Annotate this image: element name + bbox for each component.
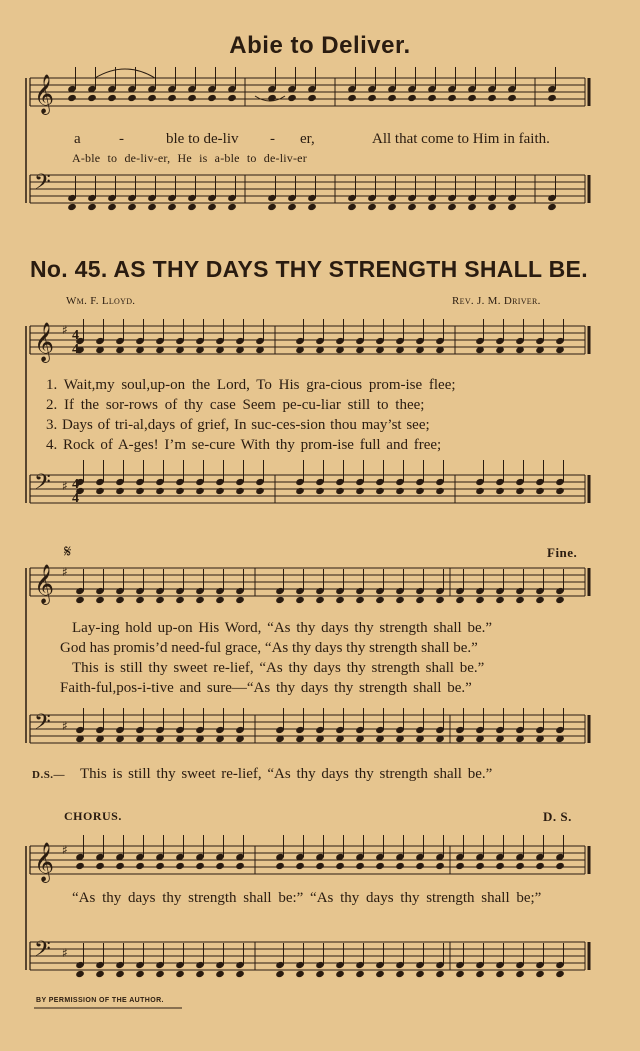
fine-mark: Fine. <box>547 545 578 560</box>
notehead <box>175 487 185 495</box>
notehead <box>427 94 437 102</box>
bass-clef-icon: 𝄢 <box>34 170 51 200</box>
hymn1-lyric-1d: - <box>270 131 275 147</box>
notehead <box>395 970 405 978</box>
hymn2-title: No. 45. AS THY DAYS THY STRENGTH SHALL BE. <box>30 256 588 282</box>
notehead <box>155 862 165 870</box>
time-signature-bottom: 4 <box>72 491 79 506</box>
ds-label: D.S.— <box>32 769 66 781</box>
notehead <box>447 94 457 102</box>
notehead <box>467 203 477 211</box>
sharp-icon: ♯ <box>62 946 68 960</box>
notehead <box>107 203 117 211</box>
notehead <box>467 94 477 102</box>
ds-lyric-line: This is still thy sweet re-lief, “As thy days thy strength shall be.” <box>80 766 493 782</box>
notehead <box>475 596 485 604</box>
notehead <box>115 862 125 870</box>
notehead <box>415 487 425 495</box>
notehead <box>227 203 237 211</box>
notehead <box>415 970 425 978</box>
notehead <box>187 94 197 102</box>
notehead <box>535 862 545 870</box>
notehead <box>115 487 125 495</box>
notehead <box>455 862 465 870</box>
treble-clef-icon: 𝄞 <box>34 564 55 604</box>
notehead <box>355 487 365 495</box>
notehead <box>287 203 297 211</box>
notehead <box>435 970 445 978</box>
notehead <box>447 203 457 211</box>
notehead <box>195 596 205 604</box>
notehead <box>215 487 225 495</box>
notehead <box>475 862 485 870</box>
notehead <box>155 596 165 604</box>
notehead <box>175 862 185 870</box>
notehead <box>195 970 205 978</box>
notehead <box>455 596 465 604</box>
notehead <box>407 203 417 211</box>
notehead <box>295 487 305 495</box>
notehead <box>215 970 225 978</box>
notehead <box>475 970 485 978</box>
notehead <box>387 94 397 102</box>
notehead <box>395 596 405 604</box>
notehead <box>435 862 445 870</box>
hymn1-title: Abie to Deliver. <box>229 32 411 59</box>
notehead <box>315 970 325 978</box>
notehead <box>355 596 365 604</box>
notehead <box>155 487 165 495</box>
time-signature-bottom: 4 <box>72 342 79 357</box>
notehead <box>395 862 405 870</box>
treble-clef-icon: 𝄞 <box>34 842 55 882</box>
notehead <box>267 203 277 211</box>
verse2-part2: God has promis’d need-ful grace, “As thy days thy strength shall be.” <box>60 640 478 656</box>
verse1-part2: Lay-ing hold up-on His Word, “As thy days thy strength shall be.” <box>72 620 493 636</box>
notehead <box>235 862 245 870</box>
notehead <box>135 970 145 978</box>
notehead <box>415 596 425 604</box>
notehead <box>215 596 225 604</box>
notehead <box>287 94 297 102</box>
hymn1-lyric-1c: ble to de-liv <box>166 131 239 147</box>
notehead <box>115 596 125 604</box>
notehead <box>75 862 85 870</box>
notehead <box>535 970 545 978</box>
notehead <box>135 862 145 870</box>
notehead <box>375 596 385 604</box>
sharp-icon: ♯ <box>62 719 68 733</box>
notehead <box>415 862 425 870</box>
time-signature-top: 4 <box>72 328 79 343</box>
notehead <box>107 94 117 102</box>
notehead <box>275 970 285 978</box>
sharp-icon: ♯ <box>62 843 68 857</box>
bass-clef-icon: 𝄢 <box>34 710 51 740</box>
notehead <box>555 487 565 495</box>
notehead <box>127 94 137 102</box>
notehead <box>75 596 85 604</box>
notehead <box>175 596 185 604</box>
bass-clef-icon: 𝄢 <box>34 937 51 967</box>
notehead <box>435 487 445 495</box>
notehead <box>295 596 305 604</box>
notehead <box>167 94 177 102</box>
notehead <box>335 487 345 495</box>
notehead <box>95 596 105 604</box>
notehead <box>367 94 377 102</box>
notehead <box>495 596 505 604</box>
composer-credit: Rev. J. M. Driver. <box>452 295 541 307</box>
verse3-part2: This is still thy sweet re-lief, “As thy days thy strength shall be.” <box>72 660 485 676</box>
verse4-part1: 4. Rock of A-ges! I’m se-cure With thy prom-ise full and free; <box>46 437 442 453</box>
notehead <box>147 203 157 211</box>
notehead <box>87 203 97 211</box>
notehead <box>295 862 305 870</box>
notehead <box>67 203 77 211</box>
notehead <box>435 596 445 604</box>
notehead <box>75 970 85 978</box>
notehead <box>275 596 285 604</box>
sharp-icon: ♯ <box>62 479 68 493</box>
notehead <box>195 862 205 870</box>
notehead <box>187 203 197 211</box>
notehead <box>227 94 237 102</box>
hymn1-lyric-1a: a <box>74 131 81 147</box>
notehead <box>455 970 465 978</box>
hymn1-lyric-1b: - <box>119 131 124 147</box>
notehead <box>307 94 317 102</box>
notehead <box>255 487 265 495</box>
notehead <box>515 487 525 495</box>
notehead <box>495 487 505 495</box>
notehead <box>347 203 357 211</box>
sharp-icon: ♯ <box>62 323 68 337</box>
notehead <box>335 596 345 604</box>
notehead <box>95 970 105 978</box>
notehead <box>175 970 185 978</box>
notehead <box>127 203 137 211</box>
bass-clef-icon: 𝄢 <box>34 470 51 500</box>
notehead <box>495 970 505 978</box>
notehead <box>235 596 245 604</box>
notehead <box>215 862 225 870</box>
notehead <box>115 970 125 978</box>
permission-footer: BY PERMISSION OF THE AUTHOR. <box>36 997 164 1004</box>
notehead <box>427 203 437 211</box>
notehead <box>307 203 317 211</box>
notehead <box>355 862 365 870</box>
notehead <box>335 970 345 978</box>
notehead <box>155 970 165 978</box>
notehead <box>347 94 357 102</box>
notehead <box>515 596 525 604</box>
notehead <box>147 94 157 102</box>
notehead <box>535 487 545 495</box>
notehead <box>207 94 217 102</box>
treble-clef-icon: 𝄞 <box>34 74 55 114</box>
notehead <box>475 487 485 495</box>
notehead <box>507 94 517 102</box>
notehead <box>207 203 217 211</box>
notehead <box>355 970 365 978</box>
notehead <box>235 970 245 978</box>
notehead <box>135 596 145 604</box>
notehead <box>195 487 205 495</box>
notehead <box>507 203 517 211</box>
ds-mark: D. S. <box>543 809 572 824</box>
notehead <box>335 862 345 870</box>
segno-sign: 𝄋 <box>64 542 72 561</box>
notehead <box>407 94 417 102</box>
notehead <box>495 862 505 870</box>
notehead <box>487 94 497 102</box>
notehead <box>367 203 377 211</box>
hymn1-lyric-1e: er, <box>300 131 315 147</box>
chorus-lyric: “As thy days thy strength shall be:” “As thy days thy strength shall be;” <box>72 890 542 906</box>
notehead <box>235 487 245 495</box>
notehead <box>555 862 565 870</box>
notehead <box>315 487 325 495</box>
notehead <box>375 487 385 495</box>
notehead <box>67 94 77 102</box>
notehead <box>395 487 405 495</box>
notehead <box>375 970 385 978</box>
hymn1-lyric-1f: All that come to Him in faith. <box>372 131 550 147</box>
verse4-part2: Faith-ful,pos-i-tive and sure—“As thy days thy strength shall be.” <box>60 680 472 696</box>
notehead <box>375 862 385 870</box>
sharp-icon: ♯ <box>62 565 68 579</box>
notehead <box>547 94 557 102</box>
notehead <box>487 203 497 211</box>
verse1-part1: 1. Wait,my soul,up-on the Lord, To His gra-cious prom-ise flee; <box>46 377 456 393</box>
notehead <box>555 970 565 978</box>
hymn1-lyric-2: A-ble to de-liv-er, He is a-ble to de-liv-er <box>72 151 307 165</box>
notehead <box>95 487 105 495</box>
verse2-part1: 2. If the sor-rows of thy case Seem pe-cu-liar still to thee; <box>46 397 425 413</box>
notehead <box>515 862 525 870</box>
author-credit: Wm. F. Lloyd. <box>66 295 136 307</box>
verse3-part1: 3. Days of tri-al,days of grief, In suc-ces-sion thou may’st see; <box>46 417 430 433</box>
notehead <box>387 203 397 211</box>
notehead <box>555 596 565 604</box>
chorus-label: CHORUS. <box>64 809 122 823</box>
notehead <box>315 596 325 604</box>
notehead <box>515 970 525 978</box>
notehead <box>275 862 285 870</box>
notehead <box>95 862 105 870</box>
notehead <box>87 94 97 102</box>
treble-clef-icon: 𝄞 <box>34 322 55 362</box>
notehead <box>295 970 305 978</box>
notehead <box>135 487 145 495</box>
slur <box>95 69 155 78</box>
notehead <box>167 203 177 211</box>
time-signature-top: 4 <box>72 477 79 492</box>
notehead <box>547 203 557 211</box>
notehead <box>535 596 545 604</box>
notehead <box>315 862 325 870</box>
